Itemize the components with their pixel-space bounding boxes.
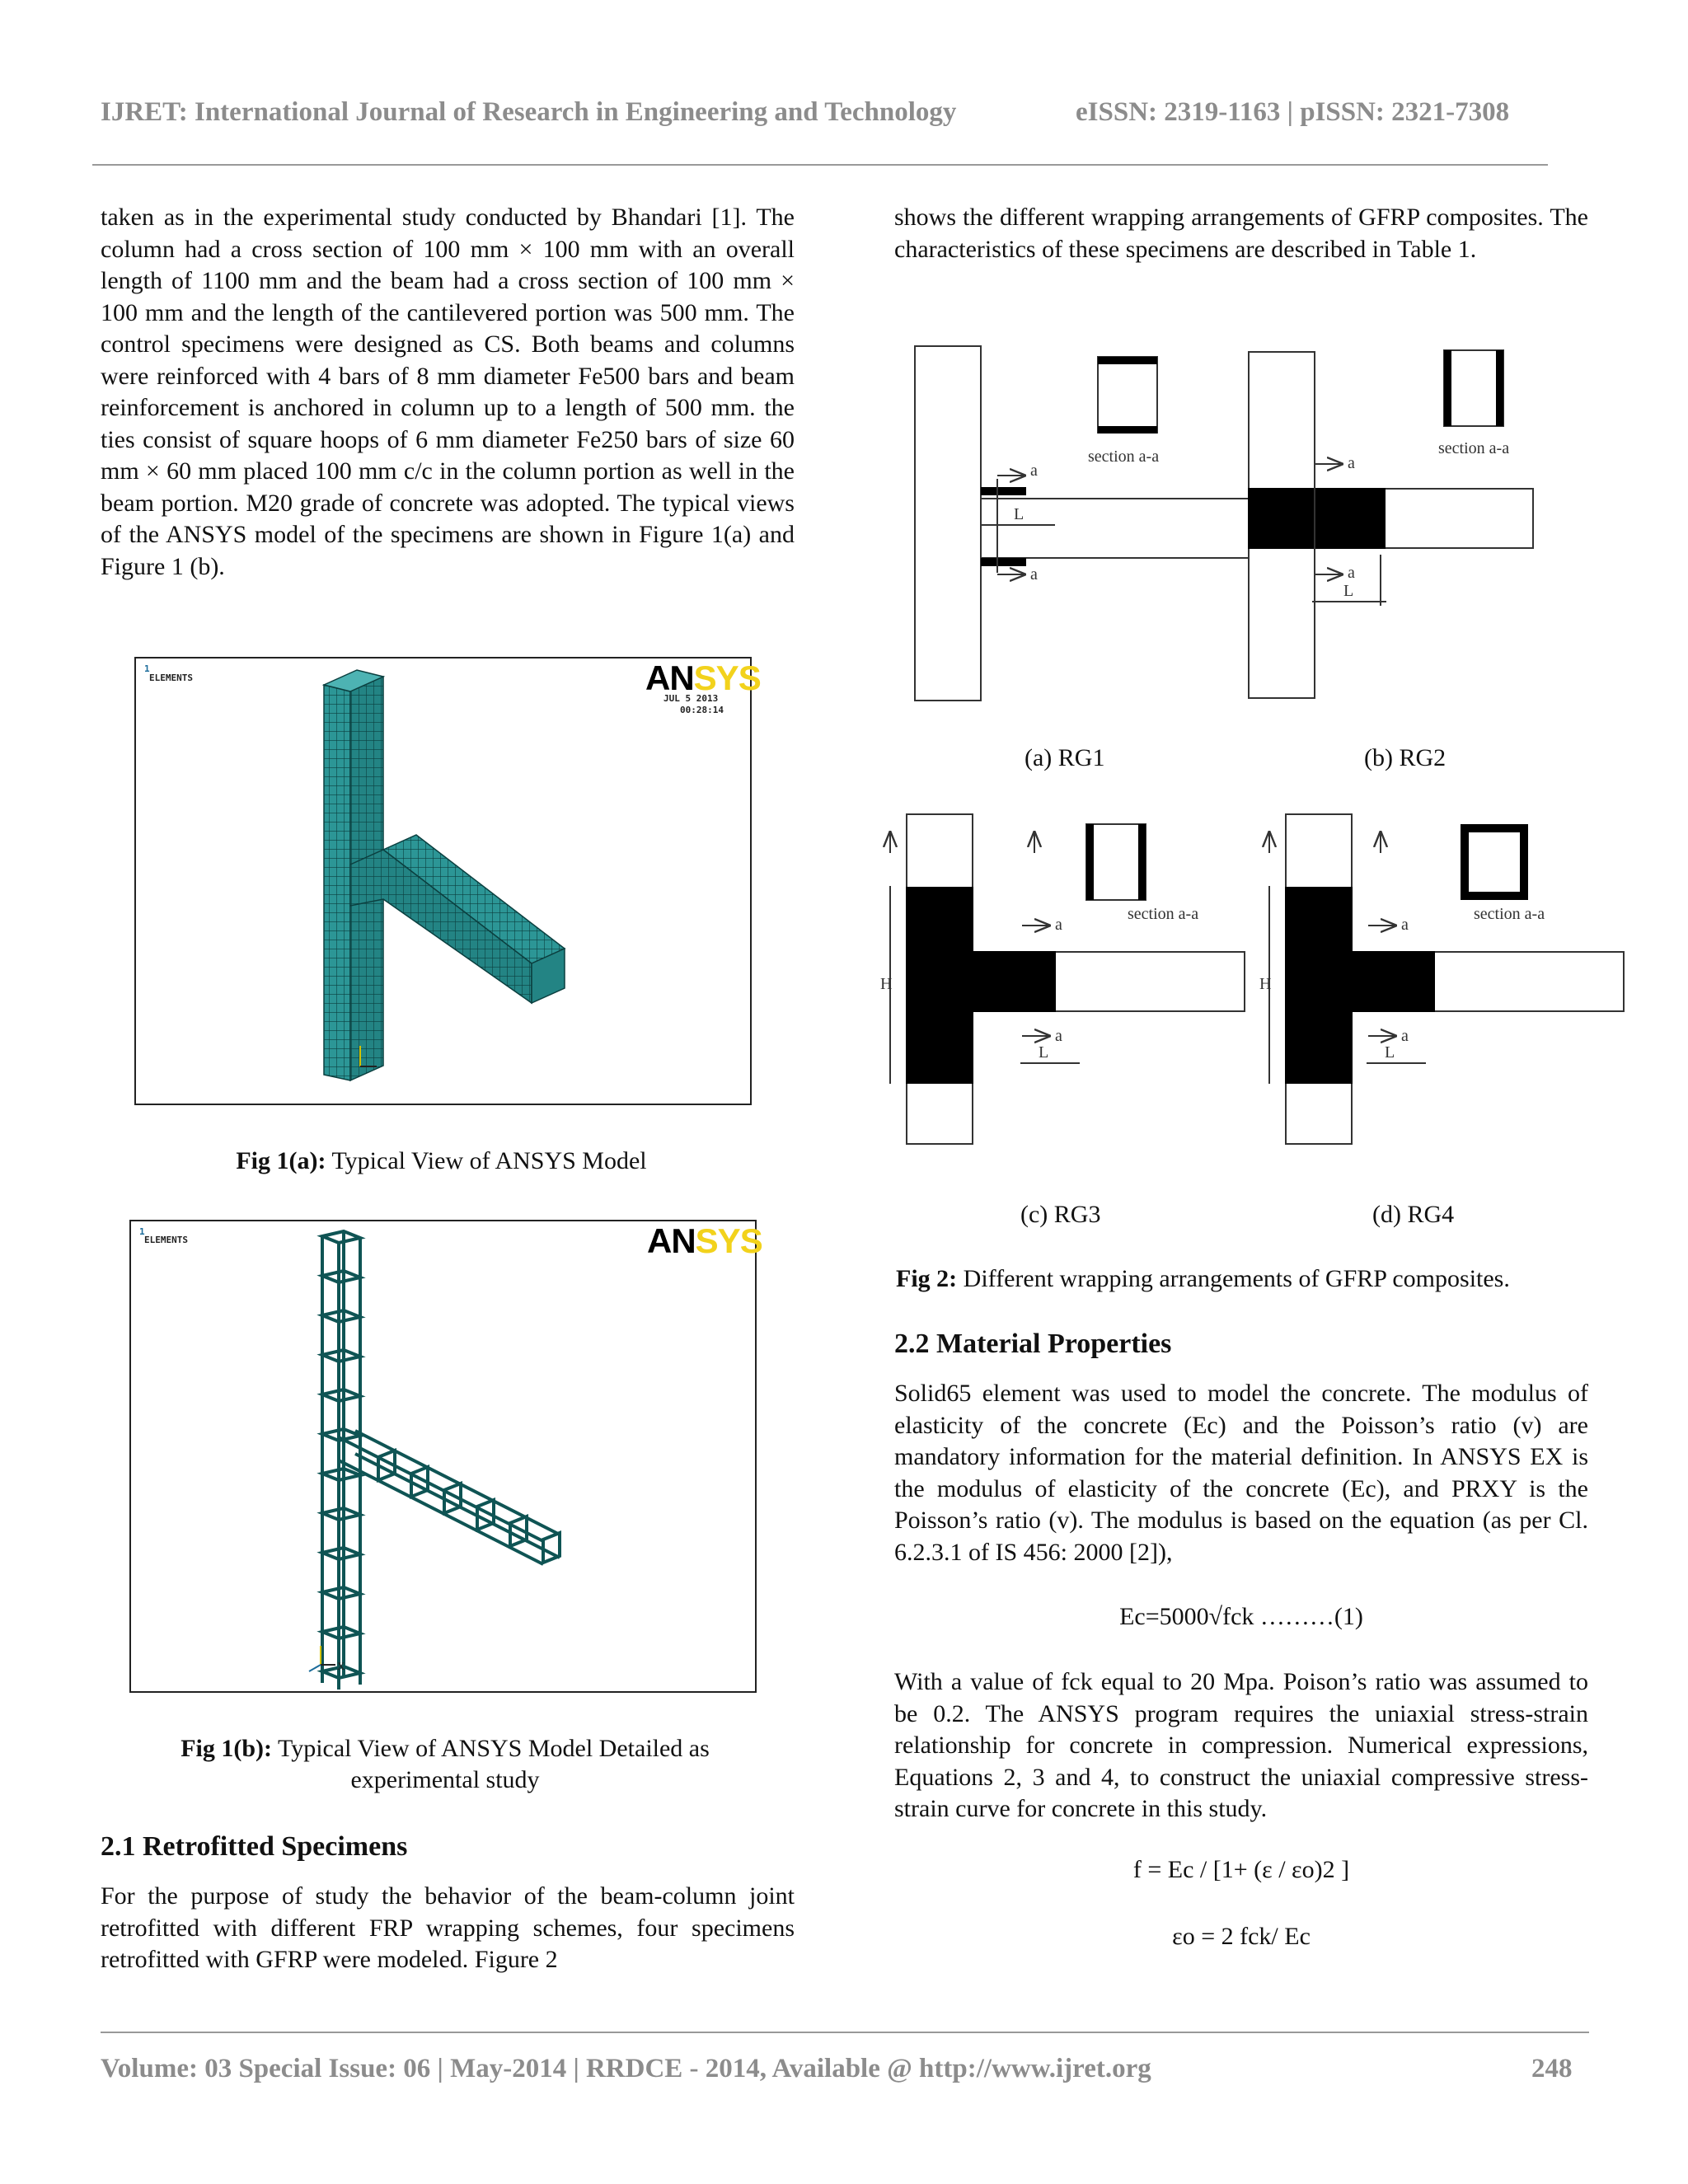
- rg1-arrow-label-bottom: a: [1030, 565, 1038, 583]
- header-rule: [92, 164, 1548, 166]
- section-2-1-heading: 2.1 Retrofitted Specimens: [101, 1831, 408, 1862]
- fig2-sub-a: (a) RG1: [1025, 744, 1105, 771]
- fig2-sub-c: (c) RG3: [1020, 1201, 1101, 1228]
- footer-rule: [101, 2032, 1589, 2033]
- equation-3: εo = 2 fck/ Ec: [1172, 1923, 1311, 1950]
- rg4-arrow-label-top: a: [1401, 916, 1409, 934]
- rg3-arrow-label-top: a: [1055, 916, 1062, 934]
- equation-1: Ec=5000√fck ………(1): [1119, 1603, 1363, 1630]
- fig2-sub-b: (b) RG2: [1364, 744, 1447, 771]
- rg3-length-label: L: [1039, 1043, 1049, 1062]
- section-2-2-heading: 2.2 Material Properties: [894, 1329, 1172, 1359]
- rg3-section-label: section a-a: [1128, 905, 1199, 923]
- rg3-height-label: H: [880, 975, 893, 993]
- section-2-1-paragraph: For the purpose of study the behavior of the beam-column joint retrofitted with different FRP wrapping schemes, four specimens retrofitted with GFRP were modeled. Figure 2: [101, 1882, 795, 1973]
- fig1a-caption: Fig 1(a): Typical View of ANSYS Model: [236, 1147, 647, 1174]
- fig1a-date: JUL 5 2013: [663, 693, 719, 704]
- fig1b-node-number: 1: [139, 1226, 145, 1237]
- section-2-2-paragraph: Solid65 element was used to model the concrete. The modulus of elasticity of the concrete (Ec) and the Poisson’s ratio (v) are mandatory information for the material definition. In ANSYS EX is the modulus of elasticity of the concrete (Ec), and PRXY is the Poisson’s ratio (v). The modulus is based on the equation (as per Cl. 6.2.3.1 of IS 456: 2000 [2]),: [894, 1380, 1588, 1566]
- rg2-diagram: [1249, 350, 1533, 698]
- equation-2: f = Ec / [1+ (ε / εo)2 ]: [1132, 1856, 1350, 1883]
- rg4-arrow-label-bottom: a: [1401, 1027, 1409, 1045]
- rg1-diagram: [915, 346, 1261, 701]
- right-intro-paragraph: shows the different wrapping arrangements of GFRP composites. The characteristics of these specimens are described in Table 1.: [894, 204, 1588, 263]
- fig1b-caption: Fig 1(b): Typical View of ANSYS Model Detailed as experimental study: [181, 1735, 710, 1793]
- fig1b-elements-label: ELEMENTS: [144, 1235, 188, 1245]
- rg4-length-label: L: [1385, 1043, 1395, 1062]
- rg2-section-label: section a-a: [1438, 439, 1510, 457]
- fig1a-node-number: 1: [144, 663, 150, 674]
- footer-volume-info: Volume: 03 Special Issue: 06 | May-2014 | RRDCE - 2014, Available @ http://www.ijret.org: [101, 2054, 1151, 2083]
- rg2-length-label: L: [1343, 582, 1354, 600]
- rg1-section-label: section a-a: [1088, 448, 1160, 466]
- fig1a-ansys-model: [134, 657, 761, 1105]
- rg4-section-label: section a-a: [1474, 905, 1545, 923]
- rg3-arrow-label-bottom: a: [1055, 1027, 1062, 1045]
- left-intro-paragraph: taken as in the experimental study conducted by Bhandari [1]. The column had a cross section of 100 mm × 100 mm with an overall length of 1100 mm and the beam had a cross section of 100 mm × 100 mm and the length of the cantilevered portion was 500 mm. The control specimens were designed as CS. Both beams and columns were reinforced with 4 bars of 8 mm diameter Fe500 bars and beam reinforcement is anchored in column up to a length of 500 mm. the ties consist of square hoops of 6 mm diameter Fe250 bars of size 60 mm × 60 mm placed 100 mm c/c in the column portion as well in the beam portion. M20 grade of concrete was adopted. The typical views of the ANSYS model of the specimens are shown in Figure 1(a) and Figure 1 (b).: [101, 204, 795, 580]
- fig2-caption: Fig 2: Different wrapping arrangements of GFRP composites.: [896, 1265, 1510, 1292]
- rg4-diagram: [1269, 814, 1624, 1144]
- fig1b-reinforcement-drawing: [131, 1221, 755, 1691]
- fig1b-ansys-model: [129, 1220, 762, 1693]
- journal-header: IJRET: International Journal of Research in Engineering and Technology: [101, 97, 957, 127]
- rg2-arrow-label-bottom: a: [1348, 564, 1355, 582]
- fig1a-mesh-drawing: [136, 658, 750, 1104]
- fig1b-ansys-logo: ANSYS: [647, 1221, 762, 1260]
- rg2-arrow-label-top: a: [1348, 454, 1355, 472]
- fig1a-elements-label: ELEMENTS: [149, 673, 193, 683]
- rg4-height-label: H: [1259, 975, 1272, 993]
- svg-text:X: X: [337, 1660, 345, 1672]
- fig1a-time: 00:28:14: [680, 705, 724, 715]
- rg3-diagram: [890, 814, 1245, 1144]
- rg1-arrow-label-top: a: [1030, 462, 1038, 480]
- fig1a-ansys-logo: ANSYS: [645, 658, 761, 697]
- fig2-wrapping-diagrams: [880, 334, 1599, 1100]
- page-number: 248: [1531, 2054, 1573, 2083]
- section-2-2-paragraph-2: With a value of fck equal to 20 Mpa. Poison’s ratio was assumed to be 0.2. The ANSYS program requires the uniaxial stress-strain relationship for concrete in compression. Numerical expressions, Equations 2, 3 and 4, to construct the uniaxial compressive stress-strain curve for concrete in this study.: [894, 1668, 1588, 1822]
- rg1-length-label: L: [1014, 505, 1025, 523]
- fig2-sub-d: (d) RG4: [1372, 1201, 1455, 1228]
- issn-header: eISSN: 2319-1163 | pISSN: 2321-7308: [1076, 97, 1510, 127]
